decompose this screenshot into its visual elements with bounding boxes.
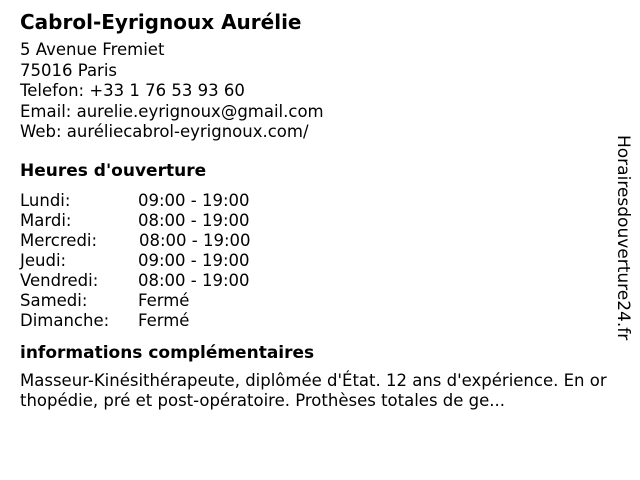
hours-row-thursday — [20, 251, 610, 271]
time-value: 09:00 - 19:00 — [138, 190, 250, 210]
address-street: 5 Avenue Fremiet — [20, 40, 165, 59]
email-line: Email: aurelie.eyrignoux@gmail.com — [20, 101, 324, 121]
business-card — [20, 8, 610, 411]
phone-line: Telefon: +33 1 76 53 93 60 — [20, 81, 245, 100]
time-value: 08:00 - 19:00 — [138, 210, 250, 230]
contact-block — [20, 40, 610, 143]
website-line: Web: auréliecabrol-eyrignoux.com/ — [20, 122, 309, 141]
hours-row-friday — [20, 271, 610, 291]
hours-row-wednesday — [20, 231, 610, 251]
time-value: Fermé — [138, 290, 190, 310]
business-name: Cabrol-Eyrignoux Aurélie — [20, 10, 302, 34]
day-label: Samedi: — [20, 290, 88, 310]
day-label: Mercredi: — [20, 230, 98, 250]
site-watermark: Horairesdouverture24.fr — [613, 135, 633, 341]
info-heading: informations complémentaires — [20, 342, 315, 363]
hours-heading: Heures d'ouverture — [20, 160, 207, 181]
day-label: Lundi: — [20, 190, 71, 210]
hours-row-tuesday — [20, 211, 610, 231]
hours-row-monday — [20, 191, 610, 211]
time-value: 08:00 - 19:00 — [138, 270, 250, 290]
day-label: Vendredi: — [20, 270, 99, 290]
hours-row-sunday — [20, 311, 610, 331]
info-description: Masseur-Kinésithérapeute, diplômée d'État. 12 ans d'expérience. En orthopédie, pré et post-opératoire. Prothèses totales de ge... — [20, 370, 607, 410]
hours-row-saturday — [20, 291, 610, 311]
time-value: Fermé — [138, 310, 190, 330]
time-value: 09:00 - 19:00 — [138, 250, 250, 270]
day-label: Jeudi: — [20, 250, 67, 270]
time-value: 08:00 - 19:00 — [139, 230, 251, 250]
day-label: Mardi: — [20, 210, 72, 230]
address-city: 75016 Paris — [20, 60, 118, 80]
hours-table — [20, 191, 610, 331]
day-label: Dimanche: — [20, 310, 110, 330]
